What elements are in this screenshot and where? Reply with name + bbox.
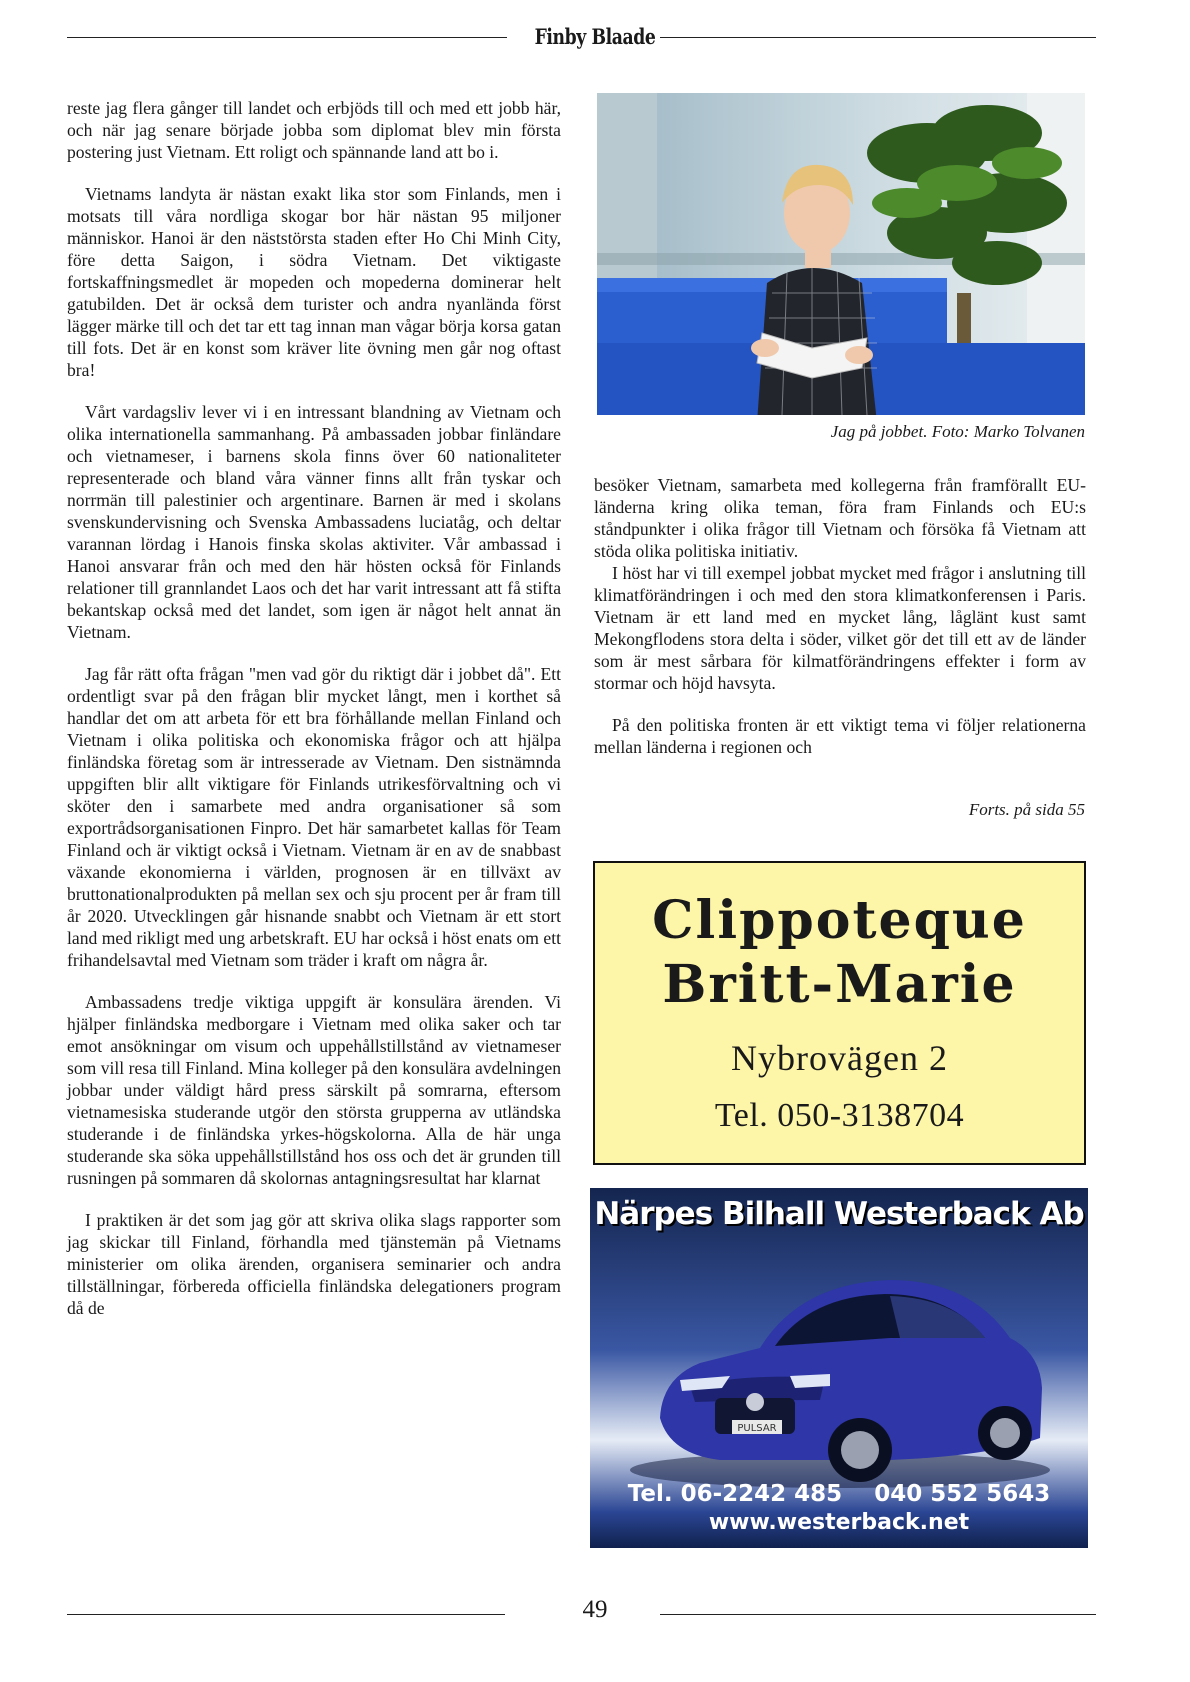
- footer-rule-left: [67, 1614, 505, 1615]
- ad-westerback-website[interactable]: www.westerback.net: [708, 1510, 970, 1535]
- article-paragraph: På den politiska fronten är ett viktigt tema vi följer relationerna mellan länderna i regionen och: [594, 715, 1086, 757]
- ad-westerback: [590, 1188, 1088, 1548]
- article-paragraph: Vårt vardagsliv lever vi i en intressant blandning av Vietnam och olika internationella sammanhang. På ambassaden jobbar finländare och vietnameser, i barnens skola finns över 60 nationaliteter representerade och bland våra vänner finns allt från tyskar och norrmän till palestinier och argentinare. Barnen är med i skolans svenskundervisning och Svenska Ambassadens luciatåg, och deltar varannan lördag i Hanois finska skolas aktiviter. Vår ambassad i Hanoi ansvarar från och med den här hösten också för Finlands relationer till grannlandet Laos och det har varit intressant att få stifta bekantskap också med det landet, som igen är något helt annat än Vietnam.: [67, 402, 561, 642]
- ad-westerback-title: Närpes Bilhall Westerback Ab: [594, 1196, 1084, 1232]
- article-left-column: [67, 97, 561, 1339]
- author-photo: [597, 93, 1085, 415]
- ad-clippoteque-name-line1: Clippoteque: [652, 890, 1027, 951]
- article-paragraph: I praktiken är det som jag gör att skriva olika slags rapporter som jag skickar till Finland, förhandla med tjänstemän på Vietnams ministerier om olika ärenden, organisera seminarier och andra tillställningar, förbereda officiella finländska delegationers program då de: [67, 1210, 561, 1318]
- masthead-title: Finby Blaade: [534, 24, 656, 49]
- article-paragraph: Ambassadens tredje viktiga uppgift är konsulära ärenden. Vi hjälper finländska medborgare i Vietnam med olika saker och tar emot ansökningar om visum och uppehållstillstånd av vietnameser som vill resa till Finland. Mina kolleger på den konsulära avdelningen jobbar under väldigt hård press särskilt på somrarna, eftersom vietnamesiska studerande utgör den största grupperna av utländska studerande i de finländska yrkes-högskolorna. Alla de här unga studerande ska söka uppehållstillstånd hos oss och det är grunden till rusningen på sommaren då skolornas antagningsresultat har klarnat: [67, 992, 561, 1188]
- page-number: 49: [582, 1596, 608, 1623]
- article-paragraph: I höst har vi till exempel jobbat mycket med frågor i anslutning till klimatförändringen i och med den stora klimatkonferensen i Paris. Vietnam är ett land med en mycket lång, låglänt kust samt Mekongflodens stora delta i söder, vilket gör det till ett av de länder som är mest sårbara för kilmatförändringens effekter i form av stormar och höjd havsyta.: [594, 563, 1086, 693]
- photo-caption: Jag på jobbet. Foto: Marko Tolvanen: [830, 422, 1085, 441]
- ad-westerback-phones: Tel. 06-2242 485 040 552 5643: [627, 1481, 1051, 1507]
- car-plate: PULSAR: [737, 1423, 777, 1434]
- article-paragraph: besöker Vietnam, samarbeta med kollegerna från framförallt EU-länderna kring olika teman, föra fram Finlands och EU:s ståndpunkter i olika frågor till Vietnam och försöka få Vietnam att stöda olika politiska initiativ.: [594, 475, 1086, 561]
- article-paragraph: reste jag flera gånger till landet och erbjöds till och med ett jobb här, och när jag senare började jobba som diplomat blev min första postering just Vietnam. Ett roligt och spännande land att bo i.: [67, 98, 561, 162]
- header-rule-right: [660, 37, 1096, 38]
- article-right-column: [594, 474, 1086, 778]
- ad-clippoteque: [593, 861, 1086, 1165]
- author-photo-illustration: [597, 93, 1085, 415]
- ad-clippoteque-name-line2: Britt-Marie: [662, 954, 1017, 1015]
- continuation-note: Forts. på sida 55: [968, 800, 1085, 819]
- header-rule-left: [67, 37, 507, 38]
- ad-clippoteque-address: Nybrovägen 2: [731, 1038, 948, 1078]
- footer-rule-right: [660, 1614, 1096, 1615]
- ad-clippoteque-phone: Tel. 050-3138704: [714, 1097, 965, 1134]
- article-paragraph: Jag får rätt ofta frågan "men vad gör du riktigt där i jobbet då". Ett ordentligt svar på den frågan blir mycket långt, men i korthet så handlar det om att arbeta för ett bra förhållande mellan Finland och Vietnam i olika politiska och ekonomiska frågor och att hjälpa finländska företag som är intresserade av Vietnam. Den sistnämnda uppgiften blir allt viktigare för Finlands utrikesförvaltning och vi sköter den i samarbete med andra organisationer så som exportrådsorganisationen Finpro. Det här samarbetet kallas för Team Finland och är viktigt också i Vietnam. Vietnam är en av de snabbast växande ekonomierna i världen, prognosen är en tillväxt av bruttonationalprodukten på mellan sex och sju procent per år fram till år 2020. Utvecklingen går hisnande snabbt och Vietnam är ett stort land med rikligt med ung arbetskraft. EU har också i höst enats om ett frihandelsavtal med Vietnam som träder i kraft om några år.: [67, 664, 561, 970]
- article-paragraph: Vietnams landyta är nästan exakt lika stor som Finlands, men i motsats till våra nordliga skogar bor här nästan 95 miljoner människor. Hanoi är den näststörsta staden efter Ho Chi Minh City, före detta Saigon, i södra Vietnam. Det viktigaste fortskaffningsmedlet är mopeden och mopederna dominerar helt gatubilden. Det är också dem turister och andra nyanlända först lägger märke till och det tar ett tag innan man vågar börja korsa gatan till fots. Det är en konst som kräver lite övning men går nog oftast bra!: [67, 184, 561, 380]
